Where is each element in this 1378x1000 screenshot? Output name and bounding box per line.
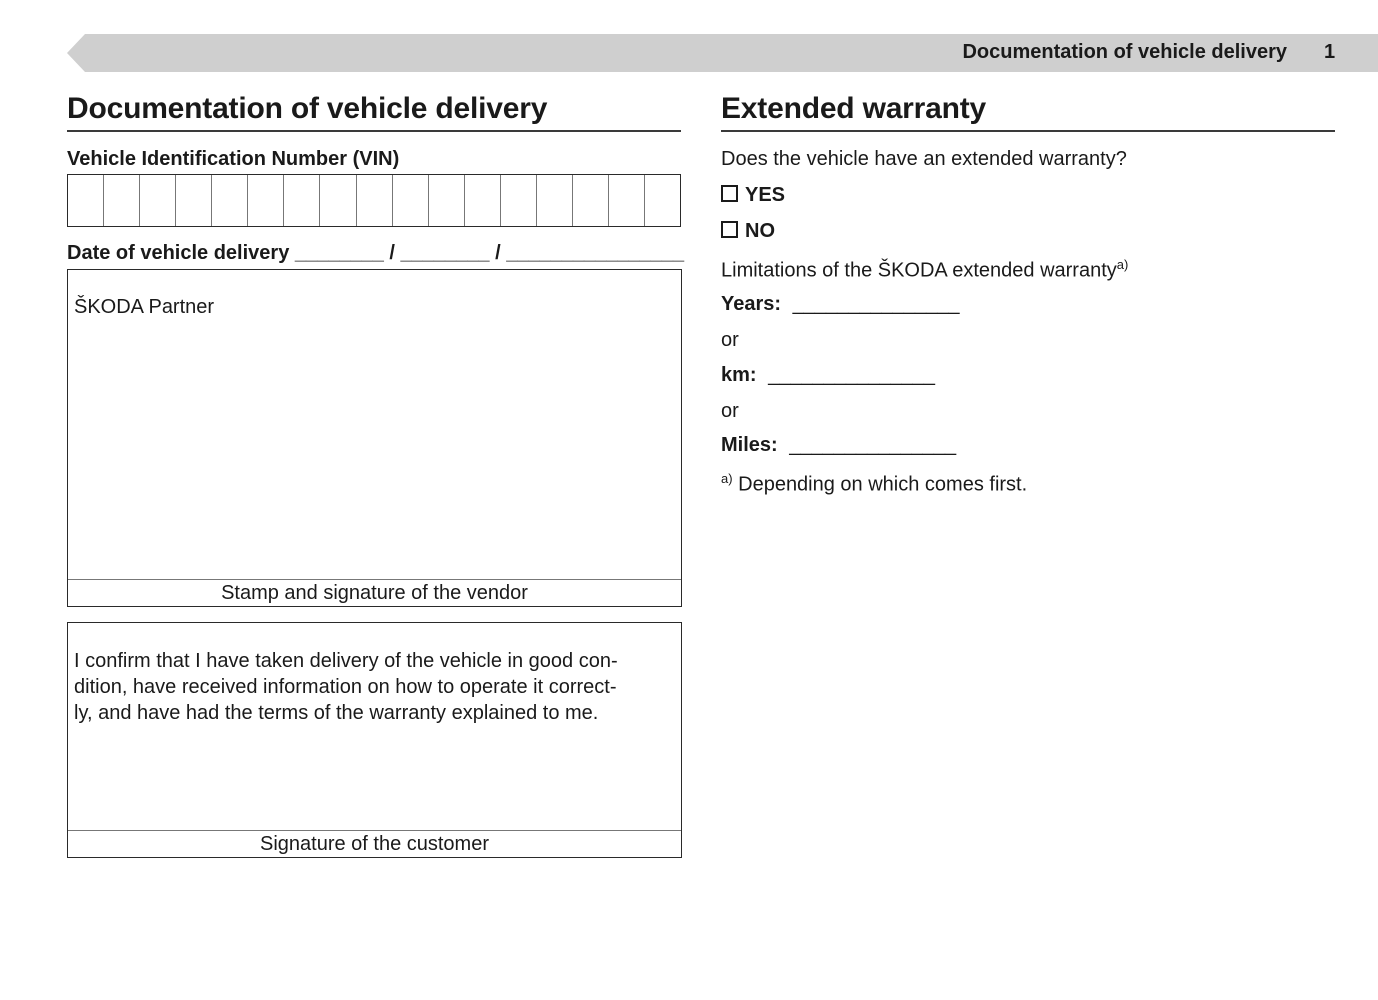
confirmation-text bbox=[74, 648, 618, 726]
vin-input-grid[interactable] bbox=[67, 174, 681, 227]
option-yes[interactable] bbox=[721, 184, 785, 207]
vin-cell[interactable] bbox=[393, 175, 429, 226]
warranty-title-rule bbox=[721, 130, 1335, 132]
vin-cell[interactable] bbox=[429, 175, 465, 226]
miles-blank: _______________ bbox=[789, 434, 957, 456]
customer-confirmation-box[interactable] bbox=[67, 622, 682, 858]
miles-label: Miles: bbox=[721, 434, 778, 456]
vin-cell[interactable] bbox=[537, 175, 573, 226]
yes-checkbox[interactable] bbox=[721, 185, 738, 202]
confirmation-line: I confirm that I have taken delivery of the vehicle in good con- bbox=[74, 650, 618, 672]
vendor-signature-label: Stamp and signature of the vendor bbox=[68, 579, 681, 606]
delivery-section-title: Documentation of vehicle delivery bbox=[67, 92, 548, 125]
vendor-stamp-box[interactable] bbox=[67, 269, 682, 607]
vin-cell[interactable] bbox=[609, 175, 645, 226]
delivery-date-field[interactable] bbox=[67, 242, 684, 265]
delivery-date-blanks: ________ / ________ / ________________ bbox=[294, 242, 685, 264]
limitations-text bbox=[721, 257, 1128, 283]
confirmation-line: dition, have received information on how to operate it correct- bbox=[74, 676, 617, 698]
years-label: Years: bbox=[721, 293, 782, 315]
footnote bbox=[721, 471, 1027, 497]
footnote-text: Depending on which comes first. bbox=[738, 473, 1028, 496]
vin-cell[interactable] bbox=[573, 175, 609, 226]
delivery-title-rule bbox=[67, 130, 681, 132]
miles-field[interactable] bbox=[721, 434, 956, 457]
partner-label: ŠKODA Partner bbox=[74, 296, 215, 318]
vin-cell[interactable] bbox=[248, 175, 284, 226]
or-text: or bbox=[721, 329, 739, 351]
vin-cell[interactable] bbox=[140, 175, 176, 226]
warranty-section-title: Extended warranty bbox=[721, 92, 987, 125]
km-blank: _______________ bbox=[768, 364, 935, 386]
customer-signature-label: Signature of the customer bbox=[68, 830, 681, 857]
no-checkbox[interactable] bbox=[721, 221, 738, 238]
years-field[interactable] bbox=[721, 293, 959, 316]
running-title: Documentation of vehicle delivery bbox=[962, 41, 1287, 63]
or-text: or bbox=[721, 400, 739, 422]
limitations-label: Limitations of the ŠKODA extended warranty bbox=[721, 259, 1117, 282]
km-field[interactable] bbox=[721, 364, 935, 387]
vin-cell[interactable] bbox=[645, 175, 680, 226]
vin-cell[interactable] bbox=[465, 175, 501, 226]
delivery-date-label: Date of vehicle delivery bbox=[67, 242, 290, 264]
vin-cell[interactable] bbox=[501, 175, 537, 226]
no-label: NO bbox=[745, 220, 775, 242]
yes-label: YES bbox=[745, 184, 786, 206]
vin-cell[interactable] bbox=[104, 175, 140, 226]
vin-cell[interactable] bbox=[176, 175, 212, 226]
km-label: km: bbox=[721, 364, 757, 386]
vin-cell[interactable] bbox=[357, 175, 393, 226]
vin-cell[interactable] bbox=[68, 175, 104, 226]
footnote-marker: a) bbox=[721, 471, 733, 486]
vin-label: Vehicle Identification Number (VIN) bbox=[67, 148, 400, 170]
vin-cell[interactable] bbox=[320, 175, 356, 226]
limitations-footnote-ref: a) bbox=[1116, 257, 1129, 272]
confirmation-line: ly, and have had the terms of the warranty explained to me. bbox=[74, 702, 599, 724]
vin-cell[interactable] bbox=[212, 175, 248, 226]
vin-cell[interactable] bbox=[284, 175, 320, 226]
page-number: 1 bbox=[1324, 41, 1336, 63]
warranty-question: Does the vehicle have an extended warranty? bbox=[721, 148, 1127, 170]
option-no[interactable] bbox=[721, 220, 775, 243]
years-blank: _______________ bbox=[792, 293, 960, 315]
